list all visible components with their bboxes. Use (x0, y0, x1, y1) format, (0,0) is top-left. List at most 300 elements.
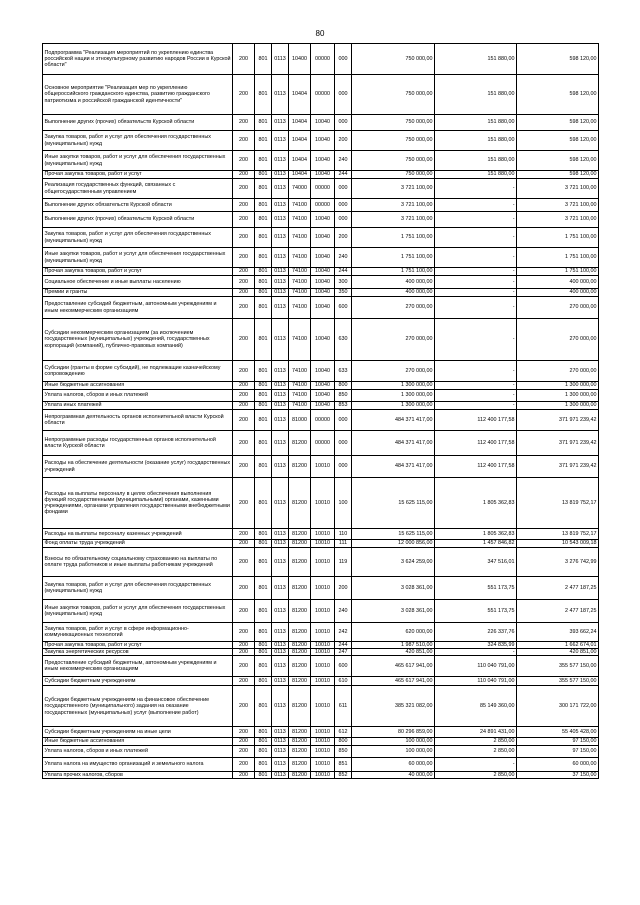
code-direction: 10040 (311, 361, 335, 382)
table-row (43, 738, 599, 745)
amount-executed: 226 337,76 (435, 623, 517, 642)
code-section: 801 (255, 151, 272, 171)
row-name: Уплата налогов, сборов и иных платежей (43, 745, 233, 757)
code-subsection: 0113 (272, 248, 289, 268)
code-section: 801 (255, 361, 272, 382)
code-section: 801 (255, 410, 272, 431)
row-name: Основное мероприятие "Реализация мер по укреплению общероссийского гражданского единства, развитию гражданского патриотизма и российской гражданской идентичности" (43, 75, 233, 115)
amount-executed: 24 891 431,00 (435, 727, 517, 738)
code-direction: 10040 (311, 171, 335, 179)
code-admin: 200 (233, 171, 255, 179)
code-direction: 10040 (311, 212, 335, 228)
amount-planned: 620 000,00 (352, 623, 435, 642)
code-program: 81200 (289, 431, 311, 456)
table-row (43, 642, 599, 649)
row-name: Подпрограмма "Реализация мероприятий по укреплению единства российской нации и этнокультурному развитию народов России в Курской области" (43, 44, 233, 75)
code-direction: 10010 (311, 727, 335, 738)
table-row (43, 75, 599, 115)
amount-planned: 484 371 417,00 (352, 456, 435, 478)
table-row (43, 115, 599, 131)
code-program: 10404 (289, 151, 311, 171)
code-expense-type: 000 (335, 431, 352, 456)
code-direction: 10040 (311, 297, 335, 319)
amount-planned: 60 000,00 (352, 757, 435, 771)
code-section: 801 (255, 677, 272, 686)
code-expense-type: 611 (335, 686, 352, 727)
amount-remaining: 371 971 239,42 (517, 431, 599, 456)
amount-planned: 465 617 941,00 (352, 656, 435, 677)
amount-planned: 3 721 100,00 (352, 179, 435, 199)
code-expense-type: 000 (335, 410, 352, 431)
code-admin: 200 (233, 382, 255, 390)
code-admin: 200 (233, 115, 255, 131)
code-program: 10404 (289, 171, 311, 179)
code-program: 81200 (289, 649, 311, 656)
code-subsection: 0113 (272, 402, 289, 410)
amount-remaining: 13 819 752,17 (517, 529, 599, 540)
amount-remaining: 3 721 100,00 (517, 212, 599, 228)
table-row (43, 276, 599, 289)
code-section: 801 (255, 649, 272, 656)
amount-planned: 270 000,00 (352, 361, 435, 382)
amount-planned: 750 000,00 (352, 115, 435, 131)
table-row (43, 248, 599, 268)
table-row (43, 402, 599, 410)
amount-planned: 1 300 000,00 (352, 382, 435, 390)
code-expense-type: 242 (335, 623, 352, 642)
code-subsection: 0113 (272, 319, 289, 361)
table-row (43, 757, 599, 771)
amount-executed: 110 040 791,00 (435, 656, 517, 677)
amount-executed: 551 173,75 (435, 600, 517, 623)
table-row (43, 212, 599, 228)
amount-remaining: 371 971 239,42 (517, 410, 599, 431)
code-direction: 10010 (311, 540, 335, 548)
table-row (43, 289, 599, 297)
amount-executed: 2 850,00 (435, 738, 517, 745)
code-subsection: 0113 (272, 268, 289, 276)
row-name: Закупка товаров, работ и услуг для обеспечения государственных (муниципальных) нужд (43, 131, 233, 151)
code-subsection: 0113 (272, 677, 289, 686)
code-subsection: 0113 (272, 151, 289, 171)
code-subsection: 0113 (272, 228, 289, 248)
amount-remaining: 420 851,00 (517, 649, 599, 656)
row-name: Уплата налога на имущество организаций и земельного налога (43, 757, 233, 771)
code-section: 801 (255, 529, 272, 540)
code-expense-type: 633 (335, 361, 352, 382)
amount-remaining: 270 000,00 (517, 361, 599, 382)
code-direction: 10040 (311, 319, 335, 361)
amount-executed: - (435, 276, 517, 289)
code-expense-type: 000 (335, 456, 352, 478)
code-program: 81200 (289, 540, 311, 548)
amount-executed: 2 850,00 (435, 771, 517, 778)
code-expense-type: 200 (335, 577, 352, 600)
code-expense-type: 110 (335, 529, 352, 540)
code-subsection: 0113 (272, 529, 289, 540)
amount-remaining: 60 000,00 (517, 757, 599, 771)
code-program: 81200 (289, 478, 311, 529)
table-row (43, 228, 599, 248)
code-admin: 200 (233, 44, 255, 75)
amount-planned: 3 624 259,00 (352, 548, 435, 577)
table-row (43, 171, 599, 179)
row-name: Прочая закупка товаров, работ и услуг (43, 642, 233, 649)
row-name: Уплата иных платежей (43, 402, 233, 410)
code-section: 801 (255, 738, 272, 745)
amount-planned: 40 000,00 (352, 771, 435, 778)
amount-executed: - (435, 390, 517, 402)
code-section: 801 (255, 248, 272, 268)
code-program: 81200 (289, 577, 311, 600)
amount-executed: 151 880,00 (435, 115, 517, 131)
amount-remaining: 1 751 100,00 (517, 268, 599, 276)
table-row (43, 686, 599, 727)
amount-executed: 2 850,00 (435, 745, 517, 757)
table-row (43, 577, 599, 600)
amount-executed: - (435, 382, 517, 390)
table-row (43, 745, 599, 757)
code-admin: 200 (233, 131, 255, 151)
amount-executed: - (435, 361, 517, 382)
code-expense-type: 852 (335, 771, 352, 778)
amount-remaining: 37 150,00 (517, 771, 599, 778)
amount-planned: 3 028 361,00 (352, 600, 435, 623)
amount-remaining: 97 150,00 (517, 745, 599, 757)
code-subsection: 0113 (272, 686, 289, 727)
table-row (43, 600, 599, 623)
code-section: 801 (255, 199, 272, 212)
code-expense-type: 111 (335, 540, 352, 548)
code-expense-type: 000 (335, 179, 352, 199)
row-name: Расходы на выплаты персоналу в целях обеспечения выполнения функций государственными (муниципальными) органами, казенными учреждениями, органами управления государственными внебюджетными фондами (43, 478, 233, 529)
table-row (43, 179, 599, 199)
code-program: 74100 (289, 319, 311, 361)
amount-planned: 400 000,00 (352, 276, 435, 289)
code-admin: 200 (233, 529, 255, 540)
code-expense-type: 000 (335, 44, 352, 75)
table-row (43, 677, 599, 686)
code-direction: 10040 (311, 382, 335, 390)
code-subsection: 0113 (272, 431, 289, 456)
table-row (43, 199, 599, 212)
code-subsection: 0113 (272, 456, 289, 478)
table-row (43, 297, 599, 319)
amount-executed: - (435, 268, 517, 276)
code-section: 801 (255, 289, 272, 297)
code-admin: 200 (233, 642, 255, 649)
table-row (43, 727, 599, 738)
table-row (43, 319, 599, 361)
code-admin: 200 (233, 478, 255, 529)
amount-executed: - (435, 248, 517, 268)
amount-planned: 100 000,00 (352, 738, 435, 745)
amount-planned: 100 000,00 (352, 745, 435, 757)
code-program: 81200 (289, 642, 311, 649)
amount-executed: 151 880,00 (435, 171, 517, 179)
table-row (43, 529, 599, 540)
code-subsection: 0113 (272, 297, 289, 319)
code-program: 74100 (289, 268, 311, 276)
code-admin: 200 (233, 757, 255, 771)
code-direction: 10010 (311, 642, 335, 649)
code-program: 74000 (289, 179, 311, 199)
code-program: 81200 (289, 600, 311, 623)
code-direction: 10010 (311, 623, 335, 642)
row-name: Иные бюджетные ассигнования (43, 382, 233, 390)
code-admin: 200 (233, 540, 255, 548)
amount-executed: 151 880,00 (435, 151, 517, 171)
table-row (43, 431, 599, 456)
amount-executed: 110 040 791,00 (435, 677, 517, 686)
amount-planned: 750 000,00 (352, 44, 435, 75)
code-direction: 10040 (311, 276, 335, 289)
amount-executed: - (435, 228, 517, 248)
code-admin: 200 (233, 686, 255, 727)
code-direction: 00000 (311, 431, 335, 456)
amount-executed: 112 400 177,58 (435, 431, 517, 456)
code-program: 81200 (289, 757, 311, 771)
amount-remaining: 1 300 000,00 (517, 402, 599, 410)
code-direction: 10010 (311, 771, 335, 778)
code-expense-type: 119 (335, 548, 352, 577)
code-subsection: 0113 (272, 642, 289, 649)
table-row (43, 131, 599, 151)
amount-remaining: 598 120,00 (517, 151, 599, 171)
code-program: 81200 (289, 677, 311, 686)
table-row (43, 649, 599, 656)
code-subsection: 0113 (272, 656, 289, 677)
amount-executed: 1 805 362,83 (435, 529, 517, 540)
code-subsection: 0113 (272, 745, 289, 757)
code-admin: 200 (233, 745, 255, 757)
amount-remaining: 371 971 239,42 (517, 456, 599, 478)
code-direction: 00000 (311, 75, 335, 115)
code-subsection: 0113 (272, 199, 289, 212)
code-direction: 10040 (311, 115, 335, 131)
amount-planned: 15 625 115,00 (352, 529, 435, 540)
code-section: 801 (255, 402, 272, 410)
code-direction: 10010 (311, 478, 335, 529)
row-name: Закупка товаров, работ и услуг для обеспечения государственных (муниципальных) нужд (43, 228, 233, 248)
code-section: 801 (255, 548, 272, 577)
code-admin: 200 (233, 727, 255, 738)
row-name: Субсидии бюджетным учреждениям на финансовое обеспечение государственного (муниципального) задания на оказание государственных (муниципальных) услуг (выполнение работ) (43, 686, 233, 727)
amount-remaining: 393 662,24 (517, 623, 599, 642)
table-row (43, 548, 599, 577)
code-admin: 200 (233, 248, 255, 268)
table-row (43, 382, 599, 390)
code-subsection: 0113 (272, 577, 289, 600)
code-program: 74100 (289, 289, 311, 297)
row-name: Непрограммная деятельность органов исполнительной власти Курской области (43, 410, 233, 431)
amount-remaining: 355 577 150,00 (517, 677, 599, 686)
row-name: Прочая закупка товаров, работ и услуг (43, 171, 233, 179)
amount-remaining: 598 120,00 (517, 115, 599, 131)
table-row (43, 771, 599, 778)
code-direction: 10040 (311, 131, 335, 151)
row-name: Субсидии бюджетным учреждениям на иные цели (43, 727, 233, 738)
code-program: 81200 (289, 727, 311, 738)
code-program: 74100 (289, 402, 311, 410)
code-program: 10404 (289, 75, 311, 115)
code-direction: 10010 (311, 548, 335, 577)
code-program: 81200 (289, 529, 311, 540)
amount-executed: - (435, 179, 517, 199)
amount-executed: - (435, 757, 517, 771)
amount-executed: 347 516,01 (435, 548, 517, 577)
code-section: 801 (255, 390, 272, 402)
code-subsection: 0113 (272, 289, 289, 297)
row-name: Субсидии (гранты в форме субсидий), не подлежащие казначейскому сопровождению (43, 361, 233, 382)
amount-remaining: 10 543 009,18 (517, 540, 599, 548)
code-section: 801 (255, 179, 272, 199)
amount-planned: 3 721 100,00 (352, 199, 435, 212)
code-admin: 200 (233, 212, 255, 228)
amount-remaining: 3 721 100,00 (517, 199, 599, 212)
code-expense-type: 851 (335, 757, 352, 771)
amount-planned: 1 751 100,00 (352, 228, 435, 248)
code-subsection: 0113 (272, 131, 289, 151)
code-section: 801 (255, 600, 272, 623)
row-name: Иные закупки товаров, работ и услуг для обеспечения государственных (муниципальных) нужд (43, 600, 233, 623)
row-name: Выполнение других обязательств Курской области (43, 199, 233, 212)
table-row (43, 623, 599, 642)
code-expense-type: 850 (335, 390, 352, 402)
code-direction: 10010 (311, 738, 335, 745)
row-name: Расходы на обеспечение деятельности (оказание услуг) государственных учреждений (43, 456, 233, 478)
amount-planned: 750 000,00 (352, 131, 435, 151)
code-expense-type: 850 (335, 745, 352, 757)
code-program: 10404 (289, 131, 311, 151)
code-subsection: 0113 (272, 600, 289, 623)
amount-executed: 112 400 177,58 (435, 456, 517, 478)
amount-executed: - (435, 319, 517, 361)
row-name: Выполнение других (прочих) обязательств Курской области (43, 115, 233, 131)
code-expense-type: 630 (335, 319, 352, 361)
amount-remaining: 2 477 187,25 (517, 600, 599, 623)
table-body (43, 44, 599, 779)
amount-planned: 465 617 941,00 (352, 677, 435, 686)
code-section: 801 (255, 171, 272, 179)
code-subsection: 0113 (272, 115, 289, 131)
code-direction: 10040 (311, 248, 335, 268)
code-subsection: 0113 (272, 649, 289, 656)
table-row (43, 456, 599, 478)
code-direction: 10010 (311, 686, 335, 727)
code-section: 801 (255, 623, 272, 642)
code-direction: 10040 (311, 390, 335, 402)
code-admin: 200 (233, 199, 255, 212)
code-section: 801 (255, 540, 272, 548)
code-expense-type: 240 (335, 151, 352, 171)
code-admin: 200 (233, 677, 255, 686)
amount-planned: 750 000,00 (352, 75, 435, 115)
code-direction: 10010 (311, 745, 335, 757)
amount-planned: 750 000,00 (352, 151, 435, 171)
row-name: Уплата прочих налогов, сборов (43, 771, 233, 778)
code-program: 74100 (289, 361, 311, 382)
row-name: Расходы на выплаты персоналу казенных учреждений (43, 529, 233, 540)
code-section: 801 (255, 771, 272, 778)
code-subsection: 0113 (272, 540, 289, 548)
code-subsection: 0113 (272, 771, 289, 778)
code-expense-type: 200 (335, 131, 352, 151)
code-direction: 10010 (311, 649, 335, 656)
amount-remaining: 355 577 150,00 (517, 656, 599, 677)
code-program: 74100 (289, 390, 311, 402)
amount-executed: - (435, 649, 517, 656)
code-expense-type: 100 (335, 478, 352, 529)
code-program: 74100 (289, 276, 311, 289)
row-name: Закупка товаров, работ и услуг для обеспечения государственных (муниципальных) нужд (43, 577, 233, 600)
code-program: 74100 (289, 248, 311, 268)
row-name: Закупка товаров, работ и услуг в сфере информационно-коммуникационных технологий (43, 623, 233, 642)
code-direction: 10010 (311, 456, 335, 478)
amount-remaining: 400 000,00 (517, 289, 599, 297)
amount-planned: 420 851,00 (352, 649, 435, 656)
code-subsection: 0113 (272, 410, 289, 431)
row-name: Закупка энергетических ресурсов (43, 649, 233, 656)
code-admin: 200 (233, 289, 255, 297)
code-direction: 10010 (311, 757, 335, 771)
code-direction: 10040 (311, 402, 335, 410)
code-expense-type: 853 (335, 402, 352, 410)
amount-executed: 112 400 177,58 (435, 410, 517, 431)
code-program: 81200 (289, 745, 311, 757)
code-expense-type: 244 (335, 642, 352, 649)
amount-executed: 324 835,99 (435, 642, 517, 649)
code-expense-type: 800 (335, 738, 352, 745)
amount-planned: 1 987 510,00 (352, 642, 435, 649)
table-row (43, 361, 599, 382)
amount-planned: 3 028 361,00 (352, 577, 435, 600)
amount-remaining: 13 819 752,17 (517, 478, 599, 529)
amount-remaining: 1 751 100,00 (517, 228, 599, 248)
code-section: 801 (255, 115, 272, 131)
code-direction: 10040 (311, 289, 335, 297)
code-admin: 200 (233, 623, 255, 642)
code-section: 801 (255, 642, 272, 649)
amount-remaining: 300 171 722,00 (517, 686, 599, 727)
code-program: 10400 (289, 44, 311, 75)
amount-planned: 80 296 859,00 (352, 727, 435, 738)
amount-remaining: 3 276 742,99 (517, 548, 599, 577)
amount-planned: 484 371 417,00 (352, 410, 435, 431)
amount-planned: 484 371 417,00 (352, 431, 435, 456)
code-section: 801 (255, 228, 272, 248)
code-admin: 200 (233, 361, 255, 382)
code-subsection: 0113 (272, 623, 289, 642)
code-expense-type: 247 (335, 649, 352, 656)
code-subsection: 0113 (272, 548, 289, 577)
code-direction: 10010 (311, 656, 335, 677)
code-direction: 00000 (311, 199, 335, 212)
code-expense-type: 200 (335, 228, 352, 248)
amount-planned: 3 721 100,00 (352, 212, 435, 228)
row-name: Прочая закупка товаров, работ и услуг (43, 268, 233, 276)
code-section: 801 (255, 44, 272, 75)
amount-planned: 12 000 856,00 (352, 540, 435, 548)
amount-remaining: 598 120,00 (517, 171, 599, 179)
code-admin: 200 (233, 179, 255, 199)
row-name: Субсидии некоммерческим организациям (за исключением государственных (муниципальных) учреждений, государственных корпораций (компаний), публично-правовых компаний) (43, 319, 233, 361)
code-admin: 200 (233, 228, 255, 248)
code-section: 801 (255, 131, 272, 151)
code-direction: 10010 (311, 529, 335, 540)
code-program: 81200 (289, 656, 311, 677)
code-section: 801 (255, 686, 272, 727)
